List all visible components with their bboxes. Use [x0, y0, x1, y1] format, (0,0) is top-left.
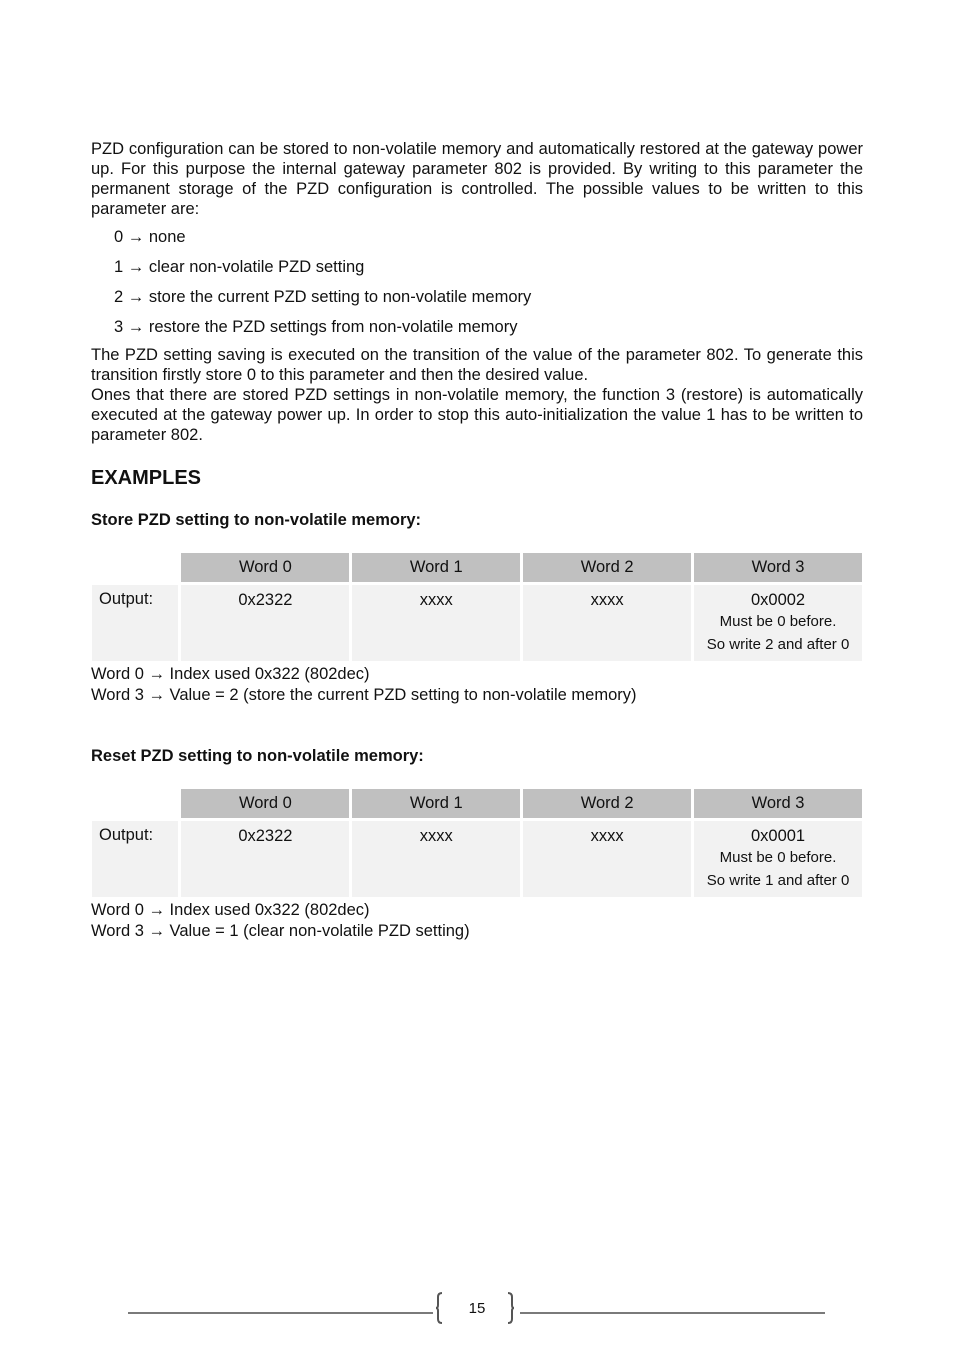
table-cell — [523, 585, 691, 661]
example1-title: Store PZD setting to non-volatile memory: — [91, 511, 422, 529]
page-number: 15 — [468, 1300, 486, 1317]
table-cell — [694, 821, 862, 897]
cell-value: 0x0001 — [750, 827, 806, 845]
parameter-values-list — [114, 227, 863, 337]
right-brace-icon — [507, 1292, 515, 1324]
column-header: Word 0 — [181, 553, 349, 582]
document-body — [91, 139, 863, 942]
intro-paragraph: PZD configuration can be stored to non-volatile memory and automatically restored at the gateway power up. For this purpose the internal gateway parameter 802 is provided. By writing to this parameter the permanent storage of the PZD configuration is controlled. The possible values to be written to this parameter are: — [91, 140, 863, 218]
list-item: 3 → restore the PZD settings from non-volatile memory — [114, 318, 518, 336]
examples-heading: EXAMPLES — [91, 467, 202, 489]
row-label: Output: — [92, 821, 178, 897]
table-cell — [523, 821, 691, 897]
column-header: Word 1 — [352, 789, 520, 818]
cell-note: So write 1 and after 0 — [706, 872, 850, 889]
restore-paragraph: Ones that there are stored PZD settings in non-volatile memory, the function 3 (restore) is automatically executed at the gateway power up. In order to stop this auto-initialization the value 1 has to be written to parameter 802. — [91, 386, 863, 444]
column-header: Word 1 — [352, 553, 520, 582]
table-corner — [92, 789, 178, 818]
table-cell — [181, 821, 349, 897]
list-item: 0 → none — [114, 228, 186, 246]
note-line: Word 3 → Value = 1 (clear non-volatile PZD setting) — [91, 922, 470, 940]
example2-notes — [91, 900, 863, 942]
column-header: Word 3 — [694, 553, 862, 582]
table-corner — [92, 553, 178, 582]
cell-value: xxxx — [590, 827, 624, 845]
cell-note: Must be 0 before. — [719, 613, 837, 630]
note-line: Word 0 → Index used 0x322 (802dec) — [91, 665, 370, 683]
cell-value: xxxx — [419, 827, 453, 845]
column-header: Word 0 — [181, 789, 349, 818]
table-cell — [352, 821, 520, 897]
cell-value: xxxx — [419, 591, 453, 609]
note-line: Word 3 → Value = 2 (store the current PZD setting to non-volatile memory) — [91, 686, 637, 704]
cell-value: 0x2322 — [238, 591, 293, 609]
example2-table — [89, 786, 865, 900]
cell-value: 0x2322 — [238, 827, 293, 845]
list-item: 1 → clear non-volatile PZD setting — [114, 258, 365, 276]
cell-value: 0x0002 — [750, 591, 806, 609]
example1-table — [89, 550, 865, 664]
column-header: Word 2 — [523, 553, 691, 582]
example1-notes — [91, 664, 863, 706]
cell-value: xxxx — [590, 591, 624, 609]
example2-title: Reset PZD setting to non-volatile memory: — [91, 747, 424, 765]
left-brace-icon — [435, 1292, 443, 1324]
table-cell — [181, 585, 349, 661]
transition-paragraph: The PZD setting saving is executed on the transition of the value of the parameter 802. To generate this transition firstly store 0 to this parameter and then the desired value. — [91, 346, 863, 384]
footer-rule-right — [520, 1312, 825, 1314]
column-header: Word 2 — [523, 789, 691, 818]
row-label: Output: — [92, 585, 178, 661]
table-cell — [352, 585, 520, 661]
footer-rule-left — [128, 1312, 433, 1314]
note-line: Word 0 → Index used 0x322 (802dec) — [91, 901, 370, 919]
column-header: Word 3 — [694, 789, 862, 818]
cell-note: Must be 0 before. — [719, 849, 837, 866]
table-cell — [694, 585, 862, 661]
list-item: 2 → store the current PZD setting to non-volatile memory — [114, 288, 532, 306]
cell-note: So write 2 and after 0 — [706, 636, 850, 653]
